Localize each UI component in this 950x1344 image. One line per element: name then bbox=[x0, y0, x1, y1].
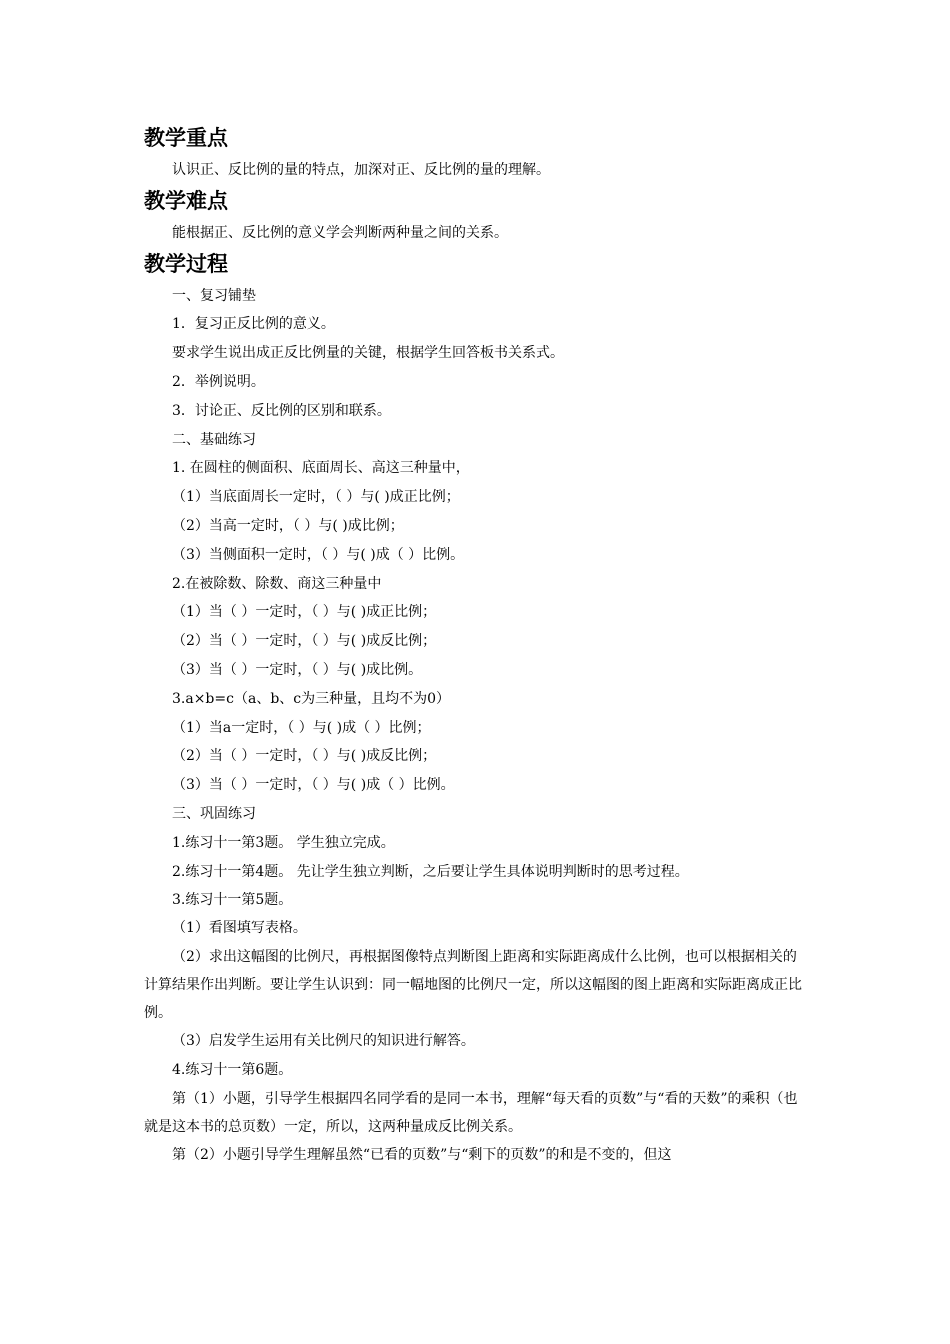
paragraph: （2）当高一定时，（ ）与( )成比例； bbox=[172, 517, 404, 534]
paragraph: （1）当a一定时，（ ）与( )成（ ）比例； bbox=[172, 719, 431, 736]
paragraph: （2）求出这幅图的比例尺，再根据图像特点判断图上距离和实际距离成什么比例，也可以根据相关的计算结果作出判断。要让学生认识到：同一幅地图的比例尺一定，所以这幅图的图上距离和实际距离成正比例。 bbox=[144, 949, 802, 1022]
paragraph: 要求学生说出成正反比例量的关键，根据学生回答板书关系式。 bbox=[172, 345, 564, 362]
section-heading-difficulties: 教学难点 bbox=[144, 188, 228, 213]
paragraph: 3.a×b=c（a、b、c为三种量，且均不为0） bbox=[172, 690, 451, 707]
paragraph: （3）当（ ）一定时，（ ）与( )成（ ）比例。 bbox=[172, 777, 455, 794]
paragraph: 2．举例说明。 bbox=[172, 373, 265, 390]
paragraph: 第（2）小题引导学生理解虽然“已看的页数”与“剩下的页数”的和是不变的，但这 bbox=[172, 1146, 672, 1163]
paragraph: （2）当（ ）一定时，（ ）与( )成反比例； bbox=[172, 633, 437, 650]
paragraph: 能根据正、反比例的意义学会判断两种量之间的关系。 bbox=[172, 224, 508, 241]
paragraph: 二、基础练习 bbox=[172, 431, 256, 448]
paragraph: （2）当（ ）一定时，（ ）与( )成反比例； bbox=[172, 748, 437, 765]
paragraph: （3）启发学生运用有关比例尺的知识进行解答。 bbox=[172, 1033, 475, 1050]
paragraph: 3.练习十一第5题。 bbox=[172, 891, 293, 908]
paragraph: 1.练习十一第3题。 学生独立完成。 bbox=[172, 834, 395, 851]
paragraph: （1）看图填写表格。 bbox=[172, 920, 307, 937]
paragraph: 三、巩固练习 bbox=[172, 805, 256, 822]
paragraph: （1）当（ ）一定时，（ ）与( )成正比例； bbox=[172, 604, 437, 621]
paragraph: （3）当侧面积一定时，（ ）与( )成（ ）比例。 bbox=[172, 546, 465, 563]
paragraph: 3．讨论正、反比例的区别和联系。 bbox=[172, 402, 391, 419]
paragraph: 4.练习十一第6题。 bbox=[172, 1061, 293, 1078]
paragraph: 2.练习十一第4题。 先让学生独立判断，之后要让学生具体说明判断时的思考过程。 bbox=[172, 863, 689, 880]
paragraph: 1．复习正反比例的意义。 bbox=[172, 316, 335, 333]
paragraph: 第（1）小题，引导学生根据四名同学看的是同一本书，理解“每天看的页数”与“看的天数”的乘积（也就是这本书的总页数）一定，所以，这两种量成反比例关系。 bbox=[144, 1090, 798, 1135]
section-heading-process: 教学过程 bbox=[144, 251, 228, 276]
section-heading-key-points: 教学重点 bbox=[144, 126, 228, 150]
document-page bbox=[144, 122, 809, 1170]
paragraph: 2.在被除数、除数、商这三种量中 bbox=[172, 575, 382, 592]
paragraph: 一、复习铺垫 bbox=[172, 287, 256, 304]
paragraph: 1. 在圆柱的侧面积、底面周长、高这三种量中， bbox=[172, 460, 470, 477]
paragraph: 认识正、反比例的量的特点，加深对正、反比例的量的理解。 bbox=[172, 162, 550, 178]
paragraph: （3）当（ ）一定时，（ ）与( )成比例。 bbox=[172, 661, 423, 678]
paragraph: （1）当底面周长一定时，（ ）与( )成正比例； bbox=[172, 489, 460, 506]
